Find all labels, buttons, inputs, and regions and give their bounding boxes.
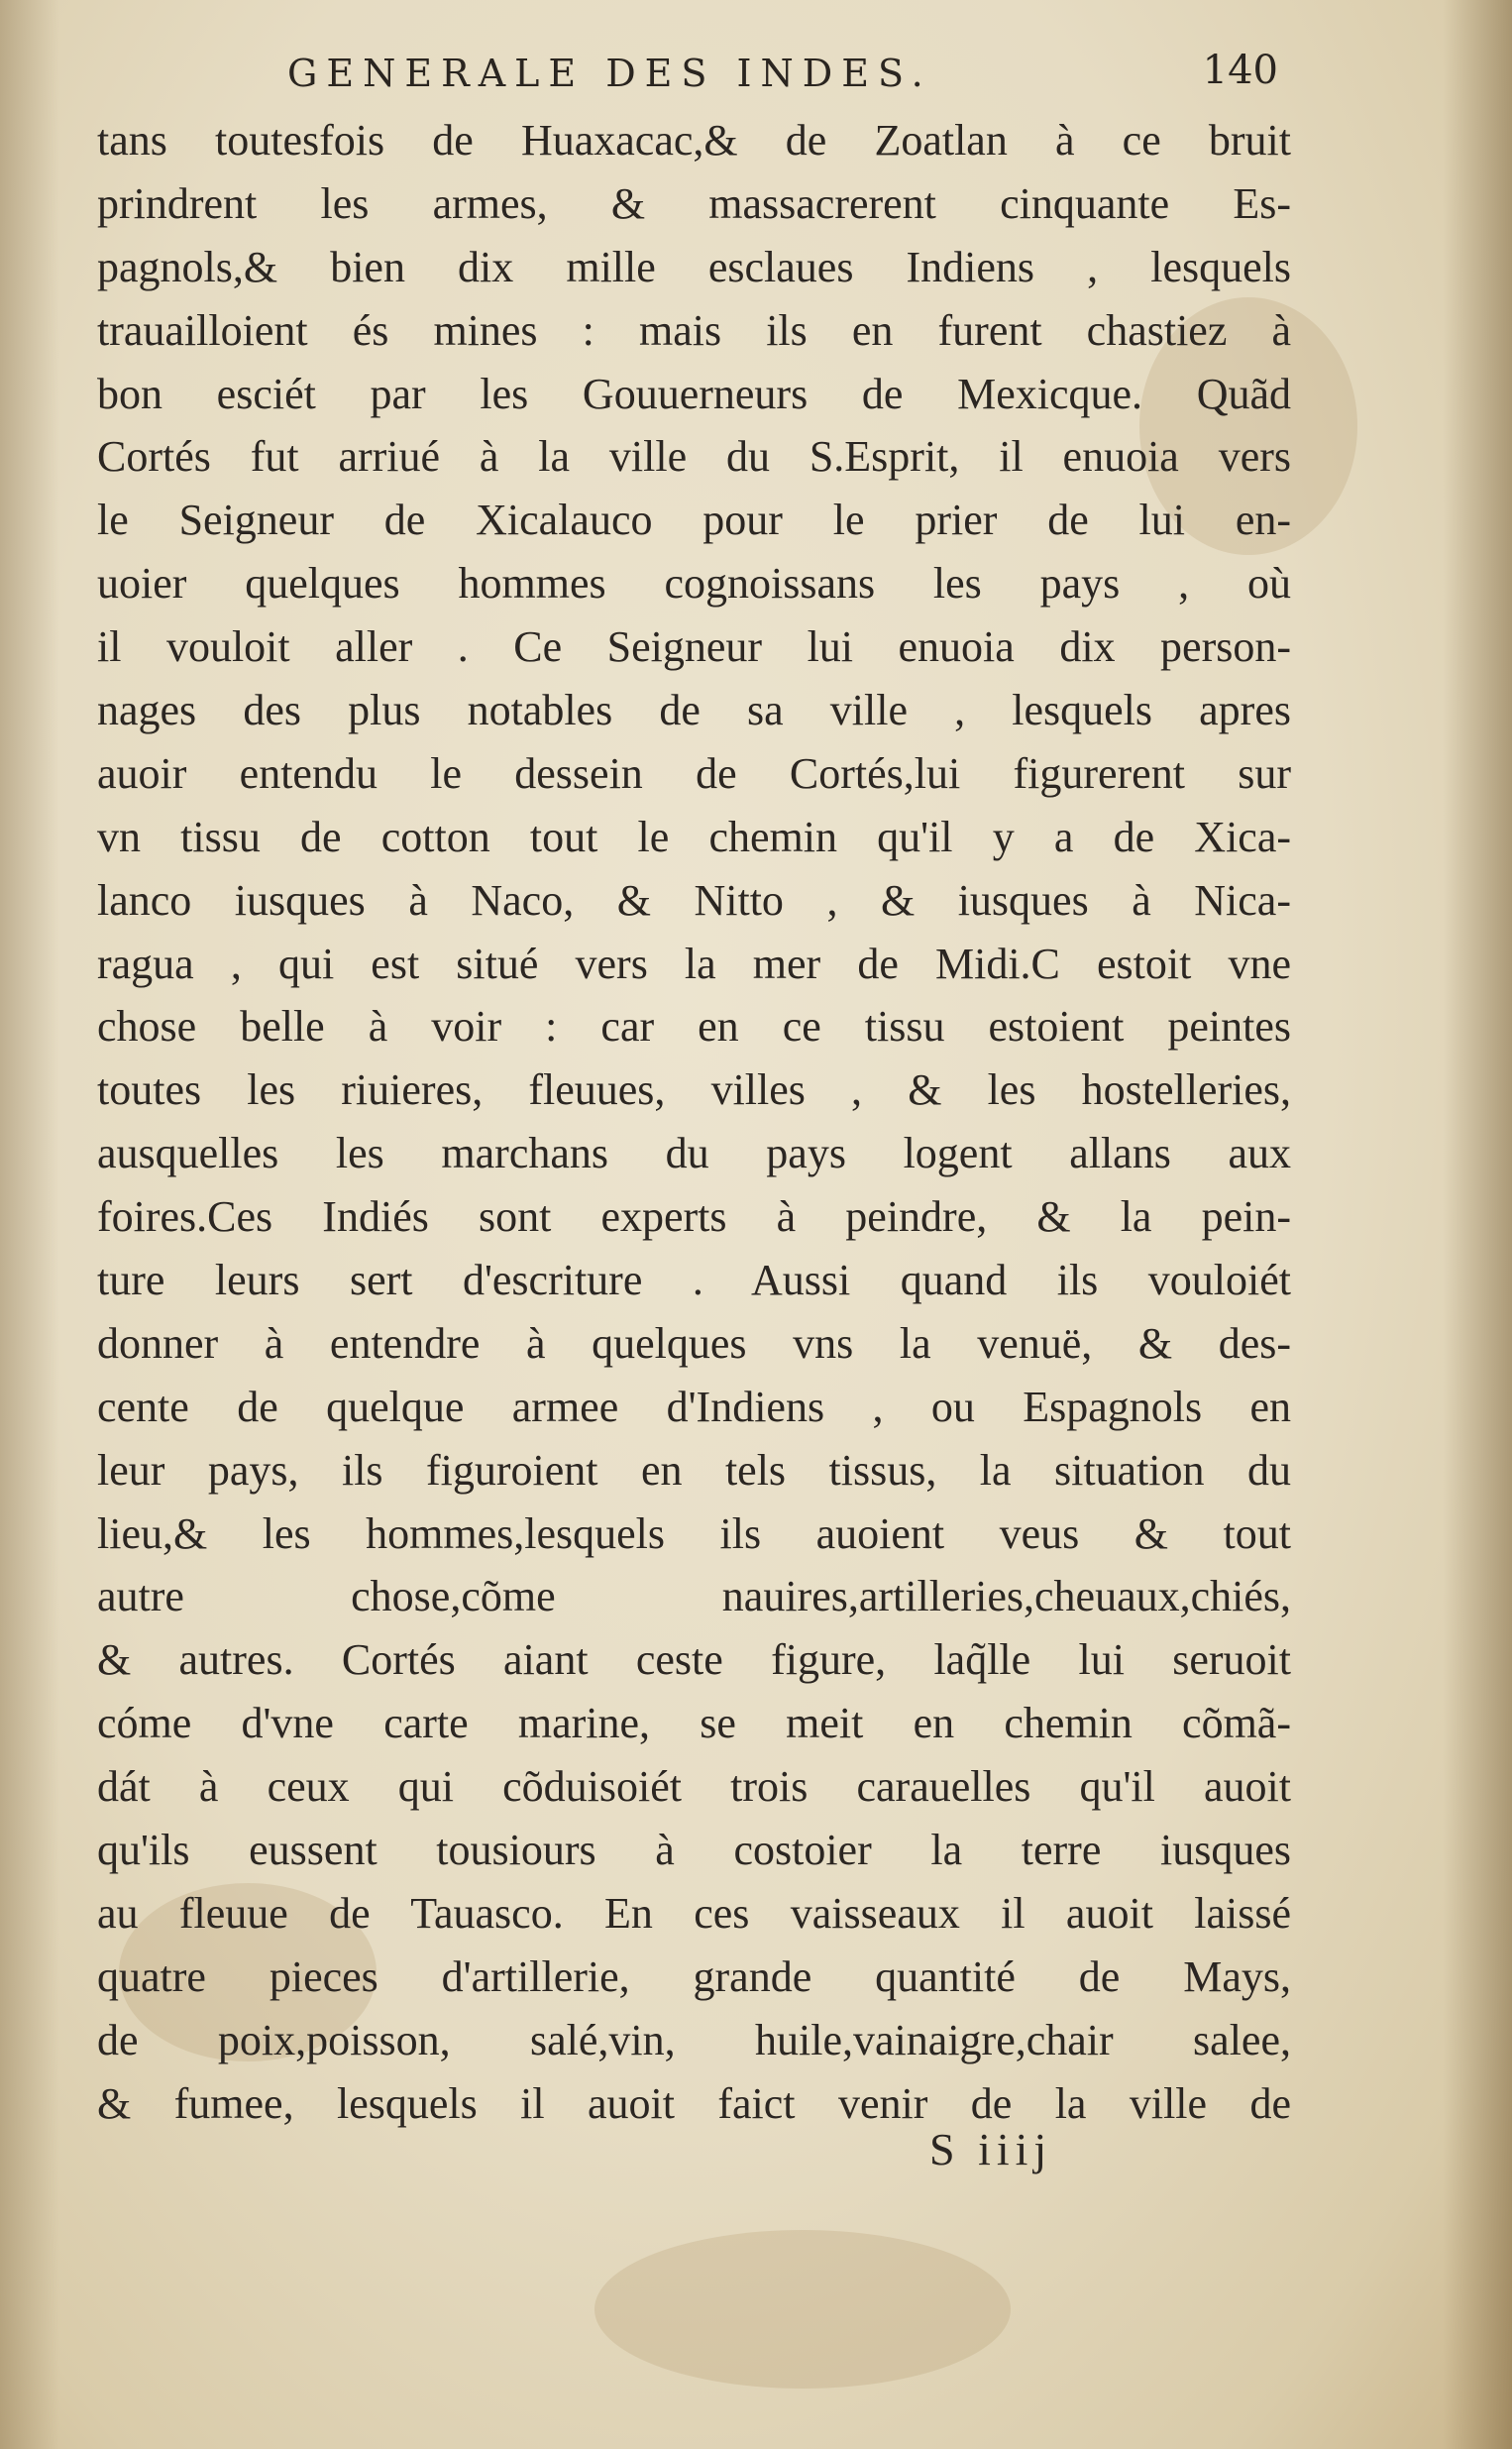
text-line: au fleuue de Tauasco. En ces vaisseaux il auoit laissé bbox=[97, 1888, 1291, 1938]
text-line: ragua , qui est situé vers la mer de Midi.C estoit vne bbox=[97, 939, 1291, 988]
text-line: quatre pieces d'artillerie, grande quantité de Mays, bbox=[97, 1951, 1291, 2001]
folio-number: 140 bbox=[1202, 48, 1278, 93]
text-line: qu'ils eussent tousiours à costoier la terre iusques bbox=[97, 1826, 1291, 1875]
text-line: ausquelles les marchans du pays logent allans aux bbox=[97, 1129, 1291, 1178]
text-line: le Seigneur de Xicalauco pour le prier de lui en- bbox=[97, 496, 1291, 545]
text-line: ture leurs sert d'escriture . Aussi quand ils vouloiét bbox=[97, 1256, 1291, 1305]
text-line: lanco iusques à Naco, & Nitto , & iusques à Nica- bbox=[97, 875, 1291, 925]
text-line: chose belle à voir : car en ce tissu estoient peintes bbox=[97, 1002, 1291, 1052]
page-edge-shadow bbox=[1443, 0, 1512, 2449]
text-line: donner à entendre à quelques vns la venuë, & des- bbox=[97, 1318, 1291, 1368]
text-line: de poix,poisson, salé,vin, huile,vainaigre,chair salee, bbox=[97, 2015, 1291, 2064]
text-line: lieu,& les hommes,lesquels ils auoient veus & tout bbox=[97, 1508, 1291, 1558]
text-line: nages des plus notables de sa ville , lesquels apres bbox=[97, 686, 1291, 735]
body-text bbox=[97, 109, 1291, 2136]
text-line: & autres. Cortés aiant ceste figure, laq̃lle lui seruoit bbox=[97, 1635, 1291, 1685]
text-line: tans toutesfois de Huaxacac,& de Zoatlan à ce bruit bbox=[97, 116, 1291, 165]
text-line: dát à ceux qui cõduisoiét trois carauelles qu'il auoit bbox=[97, 1762, 1291, 1812]
text-line: cente de quelque armee d'Indiens , ou Espagnols en bbox=[97, 1382, 1291, 1431]
text-line: vn tissu de cotton tout le chemin qu'il y a de Xica- bbox=[97, 812, 1291, 861]
running-title: GENERALE DES INDES. bbox=[287, 52, 932, 95]
text-line: trauailloient és mines : mais ils en furent chastiez à bbox=[97, 305, 1291, 355]
text-line: cóme d'vne carte marine, se meit en chemin cõmã- bbox=[97, 1699, 1291, 1748]
running-head bbox=[287, 48, 1278, 111]
signature-mark: S iiij bbox=[929, 2124, 1053, 2174]
text-line: il vouloit aller . Ce Seigneur lui enuoia dix person- bbox=[97, 622, 1291, 672]
paper-stain bbox=[594, 2230, 1011, 2389]
text-line: bon esciét par les Gouuerneurs de Mexicque. Quãd bbox=[97, 369, 1291, 418]
text-line: prindrent les armes, & massacrerent cinquante Es- bbox=[97, 178, 1291, 228]
text-line: toutes les riuieres, fleuues, villes , & les hostelleries, bbox=[97, 1065, 1291, 1115]
text-line: uoier quelques hommes cognoissans les pays , où bbox=[97, 559, 1291, 609]
gutter-shadow bbox=[0, 0, 59, 2449]
text-line: auoir entendu le dessein de Cortés,lui figurerent sur bbox=[97, 748, 1291, 798]
text-line: & fumee, lesquels il auoit faict venir de la ville de bbox=[97, 2078, 1291, 2128]
text-line: Cortés fut arriué à la ville du S.Esprit, il enuoia vers bbox=[97, 432, 1291, 482]
text-line: autre chose,cõme nauires,artilleries,cheuaux,chiés, bbox=[97, 1572, 1291, 1621]
text-line: pagnols,& bien dix mille esclaues Indiens , lesquels bbox=[97, 242, 1291, 291]
text-line: leur pays, ils figuroient en tels tissus, la situation du bbox=[97, 1445, 1291, 1495]
text-line: foires.Ces Indiés sont experts à peindre, & la pein- bbox=[97, 1192, 1291, 1242]
